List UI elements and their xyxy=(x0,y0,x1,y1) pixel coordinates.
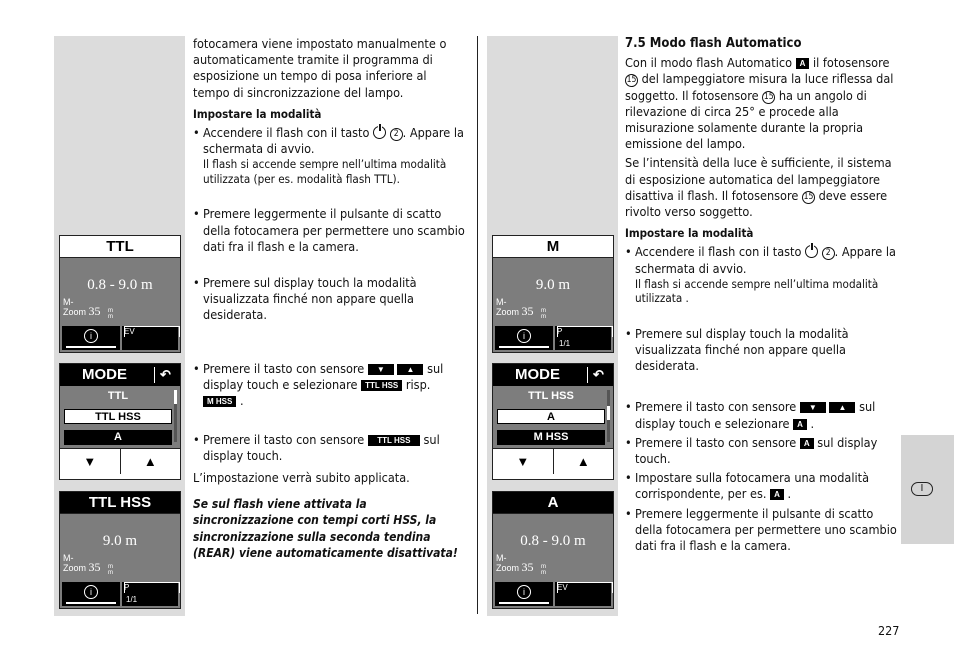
zoom-label: M- Zoom xyxy=(496,553,520,573)
left-step-2: • Premere leggermente il pulsante di scatto della fotocamera per permettere uno scambio dati fra il flash e la camera. xyxy=(193,206,465,255)
screen-a xyxy=(492,491,614,609)
step-note: Il flash si accende sempre nell’ultima modalità utilizzata . xyxy=(635,276,879,306)
power-level: 1/1 xyxy=(126,595,138,604)
mode-chip: A xyxy=(793,419,807,430)
power-icon: i xyxy=(84,329,98,343)
down-arrow-icon: ▼ xyxy=(800,402,826,413)
right-step-1 xyxy=(625,244,900,305)
mode-menu-right xyxy=(492,363,614,480)
step-text: . Appare la schermata di avvio. xyxy=(635,244,896,276)
mode-chip: A xyxy=(770,489,784,500)
step-text: sul display touch e selezionare xyxy=(203,360,444,392)
power-level: 1/1 xyxy=(559,339,571,348)
mode-menu-left xyxy=(59,363,181,480)
para-text: ha un angolo di rilevazione di circa 25° e procede alla misurazione solamente durante la propria emissione del lampo. xyxy=(625,87,867,152)
step-text: Accendere il flash con il tasto xyxy=(635,244,802,260)
step-text: . Appare la schermata di avvio. xyxy=(203,125,464,157)
mode-chip: M HSS xyxy=(203,396,236,407)
zoom-unit: m m xyxy=(108,564,113,576)
power-button[interactable] xyxy=(495,326,553,350)
left-step-5 xyxy=(193,432,465,464)
power-icon: i xyxy=(517,585,531,599)
p-label: P xyxy=(557,327,563,336)
left-step-1 xyxy=(193,125,465,186)
para-text: deve essere rivolto verso soggetto. xyxy=(625,187,888,220)
down-arrow-icon: ▼ xyxy=(368,364,394,375)
zoom-label: M- Zoom xyxy=(63,297,87,317)
para-text: Con il modo flash Automatico xyxy=(625,55,793,71)
right-step-6: • Premere leggermente il pulsante di scatto della fotocamera per permettere uno scambio dati fra il flash e la camera. xyxy=(625,506,900,555)
screen-title: TTL xyxy=(60,236,180,258)
mode-chip: TTL HSS xyxy=(368,435,420,446)
flash-range: 9.0 m xyxy=(102,533,138,549)
screen-title: A xyxy=(493,492,613,514)
zoom-unit: m m xyxy=(108,308,113,320)
zoom-readout xyxy=(496,554,534,573)
mode-option-ttl-hss[interactable]: TTL HSS xyxy=(528,390,574,402)
up-arrow-icon: ▲ xyxy=(397,364,423,375)
power-button[interactable] xyxy=(495,582,553,606)
power-icon: i xyxy=(517,329,531,343)
mode-title: MODE xyxy=(515,366,560,383)
hss-warning: Se sul flash viene attivata la sincronizzazione con tempi corti HSS, la sincronizzazione sulla seconda tendina (REAR) viene automaticamente disattivata! xyxy=(193,496,458,561)
up-arrow-icon: ▲ xyxy=(829,402,855,413)
screen-ttl-hss xyxy=(59,491,181,609)
mode-title: MODE xyxy=(82,366,127,383)
left-step-4: • Premere il tasto con sensore ▼ ▲ sul display touch e selezionare TTL HSS risp. M HSS . xyxy=(193,361,465,410)
ev-button[interactable] xyxy=(122,326,178,350)
right-step-4 xyxy=(625,435,900,467)
step-text: Impostare sulla fotocamera una modalità corrispondente, per es. xyxy=(635,470,870,502)
intro-paragraph: fotocamera viene impostato manualmente o automaticamente tramite il programma di esposizione un tempo di posa inferiore al tempo di sincronizzazione del lampo. xyxy=(193,36,447,100)
mode-option-ttl-hss[interactable]: TTL HSS xyxy=(64,409,172,424)
mode-option-ttl[interactable]: TTL xyxy=(107,390,129,402)
step-text: Premere il tasto con sensore xyxy=(203,360,365,376)
power-button[interactable] xyxy=(62,326,120,350)
screen-title: M xyxy=(493,236,613,258)
mode-option-a[interactable]: A xyxy=(497,409,605,424)
zoom-value: 35 xyxy=(88,304,101,318)
up-arrow-button[interactable]: ▲ xyxy=(553,449,614,474)
left-heading: Impostare la modalità xyxy=(193,106,322,121)
zoom-unit: m m xyxy=(541,308,546,320)
zoom-label: M- Zoom xyxy=(496,297,520,317)
screen-ttl xyxy=(59,235,181,353)
screen-title: TTL HSS xyxy=(60,492,180,514)
zoom-value: 35 xyxy=(88,560,101,574)
page-number: 227 xyxy=(878,623,900,638)
ev-button[interactable] xyxy=(555,582,611,606)
step-text: risp. xyxy=(405,376,431,392)
right-text-column xyxy=(625,36,900,554)
down-arrow-button[interactable]: ▼ xyxy=(516,454,530,469)
screen-m xyxy=(492,235,614,353)
right-step-3: • Premere il tasto con sensore ▼ ▲ sul display touch e selezionare A . xyxy=(625,399,900,431)
language-tab xyxy=(901,435,954,544)
step-text: Premere il tasto con sensore xyxy=(635,399,797,415)
callout-number: 2 xyxy=(822,247,835,260)
up-arrow-button[interactable]: ▲ xyxy=(120,449,181,474)
zoom-unit: m m xyxy=(541,564,546,576)
power-button[interactable] xyxy=(62,582,120,606)
right-step-5: • Impostare sulla fotocamera una modalità corrispondente, per es. A . xyxy=(625,470,900,502)
scrollbar[interactable] xyxy=(607,390,610,442)
power-icon xyxy=(373,126,386,139)
auto-mode-description xyxy=(625,55,900,152)
step-text: Accendere il flash con il tasto xyxy=(203,125,370,141)
flash-range: 9.0 m xyxy=(535,277,571,293)
zoom-readout xyxy=(63,298,101,317)
callout-number: 15 xyxy=(803,191,814,202)
back-icon[interactable]: ↶ xyxy=(587,367,609,383)
zoom-readout xyxy=(63,554,101,573)
p-label: P xyxy=(124,583,130,592)
mode-option-a[interactable]: A xyxy=(64,430,172,445)
zoom-label: M- Zoom xyxy=(63,553,87,573)
power-icon: i xyxy=(84,585,98,599)
mode-chip: A xyxy=(800,438,814,449)
back-icon[interactable]: ↶ xyxy=(154,367,176,383)
down-arrow-button[interactable]: ▼ xyxy=(83,454,97,469)
left-step-3: • Premere sul display touch la modalità visualizzata finché non appare quella desiderata. xyxy=(193,275,465,324)
step-text: sul display touch. xyxy=(203,432,440,464)
zoom-value: 35 xyxy=(521,560,534,574)
power-level-button[interactable] xyxy=(555,326,611,350)
step-text: Premere il tasto con sensore xyxy=(635,434,797,450)
mode-option-m-hss[interactable]: M HSS xyxy=(497,430,605,445)
right-heading: Impostare la modalità xyxy=(625,226,754,241)
power-icon xyxy=(805,245,818,258)
scrollbar[interactable] xyxy=(174,390,177,442)
zoom-value: 35 xyxy=(521,304,534,318)
step-text: sul display touch. xyxy=(635,434,878,467)
ev-label: EV xyxy=(557,583,568,592)
flash-range: 0.8 - 9.0 m xyxy=(520,533,586,549)
step-note: Il flash si accende sempre nell’ultima modalità utilizzata (per es. modalità flash TTL). xyxy=(203,157,447,186)
applied-note: L’impostazione verrà subito applicata. xyxy=(193,469,410,485)
para-text: del lampeggiatore misura la luce riflessa dal soggetto. Il fotosensore xyxy=(625,71,894,103)
step-text: Premere il tasto con sensore xyxy=(203,432,365,448)
column-divider xyxy=(477,36,478,614)
right-step-2: • Premere sul display touch la modalità visualizzata finché non appare quella desiderata. xyxy=(625,326,900,375)
step-text: sul display touch e selezionare xyxy=(635,399,876,431)
callout-number: 2 xyxy=(390,128,403,141)
power-level-button[interactable] xyxy=(122,582,178,606)
section-title: 7.5 Modo flash Automatico xyxy=(625,36,802,51)
light-intensity-paragraph xyxy=(625,155,900,220)
para-text: Se l’intensità della luce è sufficiente, il sistema di esposizione automatica del lampeggiatore disattiva il flash. Il fotosensore xyxy=(625,155,892,203)
language-label: I xyxy=(911,482,933,496)
mode-chip: TTL HSS xyxy=(361,380,402,391)
mode-chip: A xyxy=(796,58,810,69)
callout-number: 15 xyxy=(626,75,637,86)
left-text-column xyxy=(193,36,465,562)
para-text: il fotosensore xyxy=(813,55,890,71)
callout-number: 15 xyxy=(763,91,774,102)
zoom-readout xyxy=(496,298,534,317)
ev-label: EV xyxy=(124,327,135,336)
flash-range: 0.8 - 9.0 m xyxy=(87,277,153,293)
